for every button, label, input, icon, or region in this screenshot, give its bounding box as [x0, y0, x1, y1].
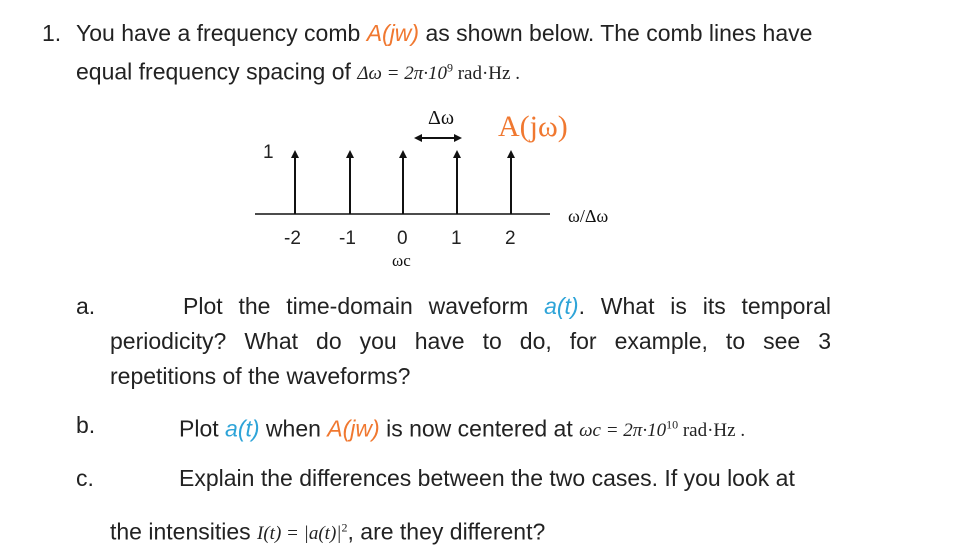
- tick-label: 2: [505, 228, 516, 249]
- question-line-2: [76, 54, 520, 88]
- question-text: when: [259, 415, 328, 442]
- part-b-line: [179, 411, 745, 445]
- amplitude-label: 1: [263, 142, 274, 163]
- frequency-comb-diagram: [230, 98, 650, 273]
- tick-label: -1: [339, 228, 356, 249]
- question-line-1: [76, 19, 812, 47]
- question-text: You have a frequency comb: [76, 20, 367, 46]
- tick-label: 0: [397, 228, 408, 249]
- comb-title: A(jω): [498, 110, 568, 143]
- intensity-formula: [257, 523, 347, 544]
- part-a-line-1: [183, 292, 831, 320]
- delta-omega-label: Δω: [428, 107, 455, 129]
- spacing-formula: [357, 63, 520, 84]
- part-a-line-2: periodicity? What do you have to do, for example, to see 3: [110, 328, 831, 354]
- tick-label: 1: [451, 228, 462, 249]
- intensity-expression: I(t) = |a(t)|: [257, 523, 342, 545]
- question-text: Plot the time-domain waveform: [183, 293, 545, 319]
- spacing-unit: rad·Hz .: [452, 63, 520, 85]
- part-a-line-3: repetitions of the waveforms?: [110, 363, 411, 389]
- center-expression: ωc = 2π·10: [579, 420, 667, 442]
- center-unit: rad·Hz .: [678, 420, 746, 442]
- question-number: 1.: [42, 20, 62, 46]
- part-b-marker: b.: [76, 412, 96, 438]
- question-text: . What is its temporal: [578, 293, 831, 319]
- question-text: Plot: [179, 415, 226, 442]
- spacing-exponent: 9: [446, 61, 453, 75]
- question-text: equal frequency spacing of: [76, 58, 358, 85]
- comb-variable: A(jw): [366, 20, 420, 46]
- part-c-line-1: Explain the differences between the two cases. If you look at: [179, 465, 795, 491]
- center-frequency-label: ωc: [392, 251, 411, 270]
- question-text: the intensities: [110, 518, 258, 545]
- waveform-variable: a(t): [225, 415, 260, 442]
- tick-label: -2: [284, 228, 301, 249]
- part-a-marker: a.: [76, 293, 96, 319]
- question-text: as shown below. The comb lines have: [419, 20, 813, 46]
- question-text: , are they different?: [347, 518, 546, 545]
- comb-variable: A(jw): [327, 415, 380, 442]
- part-c-marker: c.: [76, 465, 94, 491]
- axis-label: ω/Δω: [568, 206, 609, 226]
- center-formula: [579, 420, 745, 441]
- part-c-line-2: [110, 514, 545, 548]
- question-text: is now centered at: [379, 415, 580, 442]
- waveform-variable: a(t): [544, 293, 579, 319]
- center-exponent: 10: [666, 418, 679, 432]
- spacing-expression: Δω = 2π·10: [357, 63, 447, 85]
- intensity-exponent: 2: [341, 521, 348, 535]
